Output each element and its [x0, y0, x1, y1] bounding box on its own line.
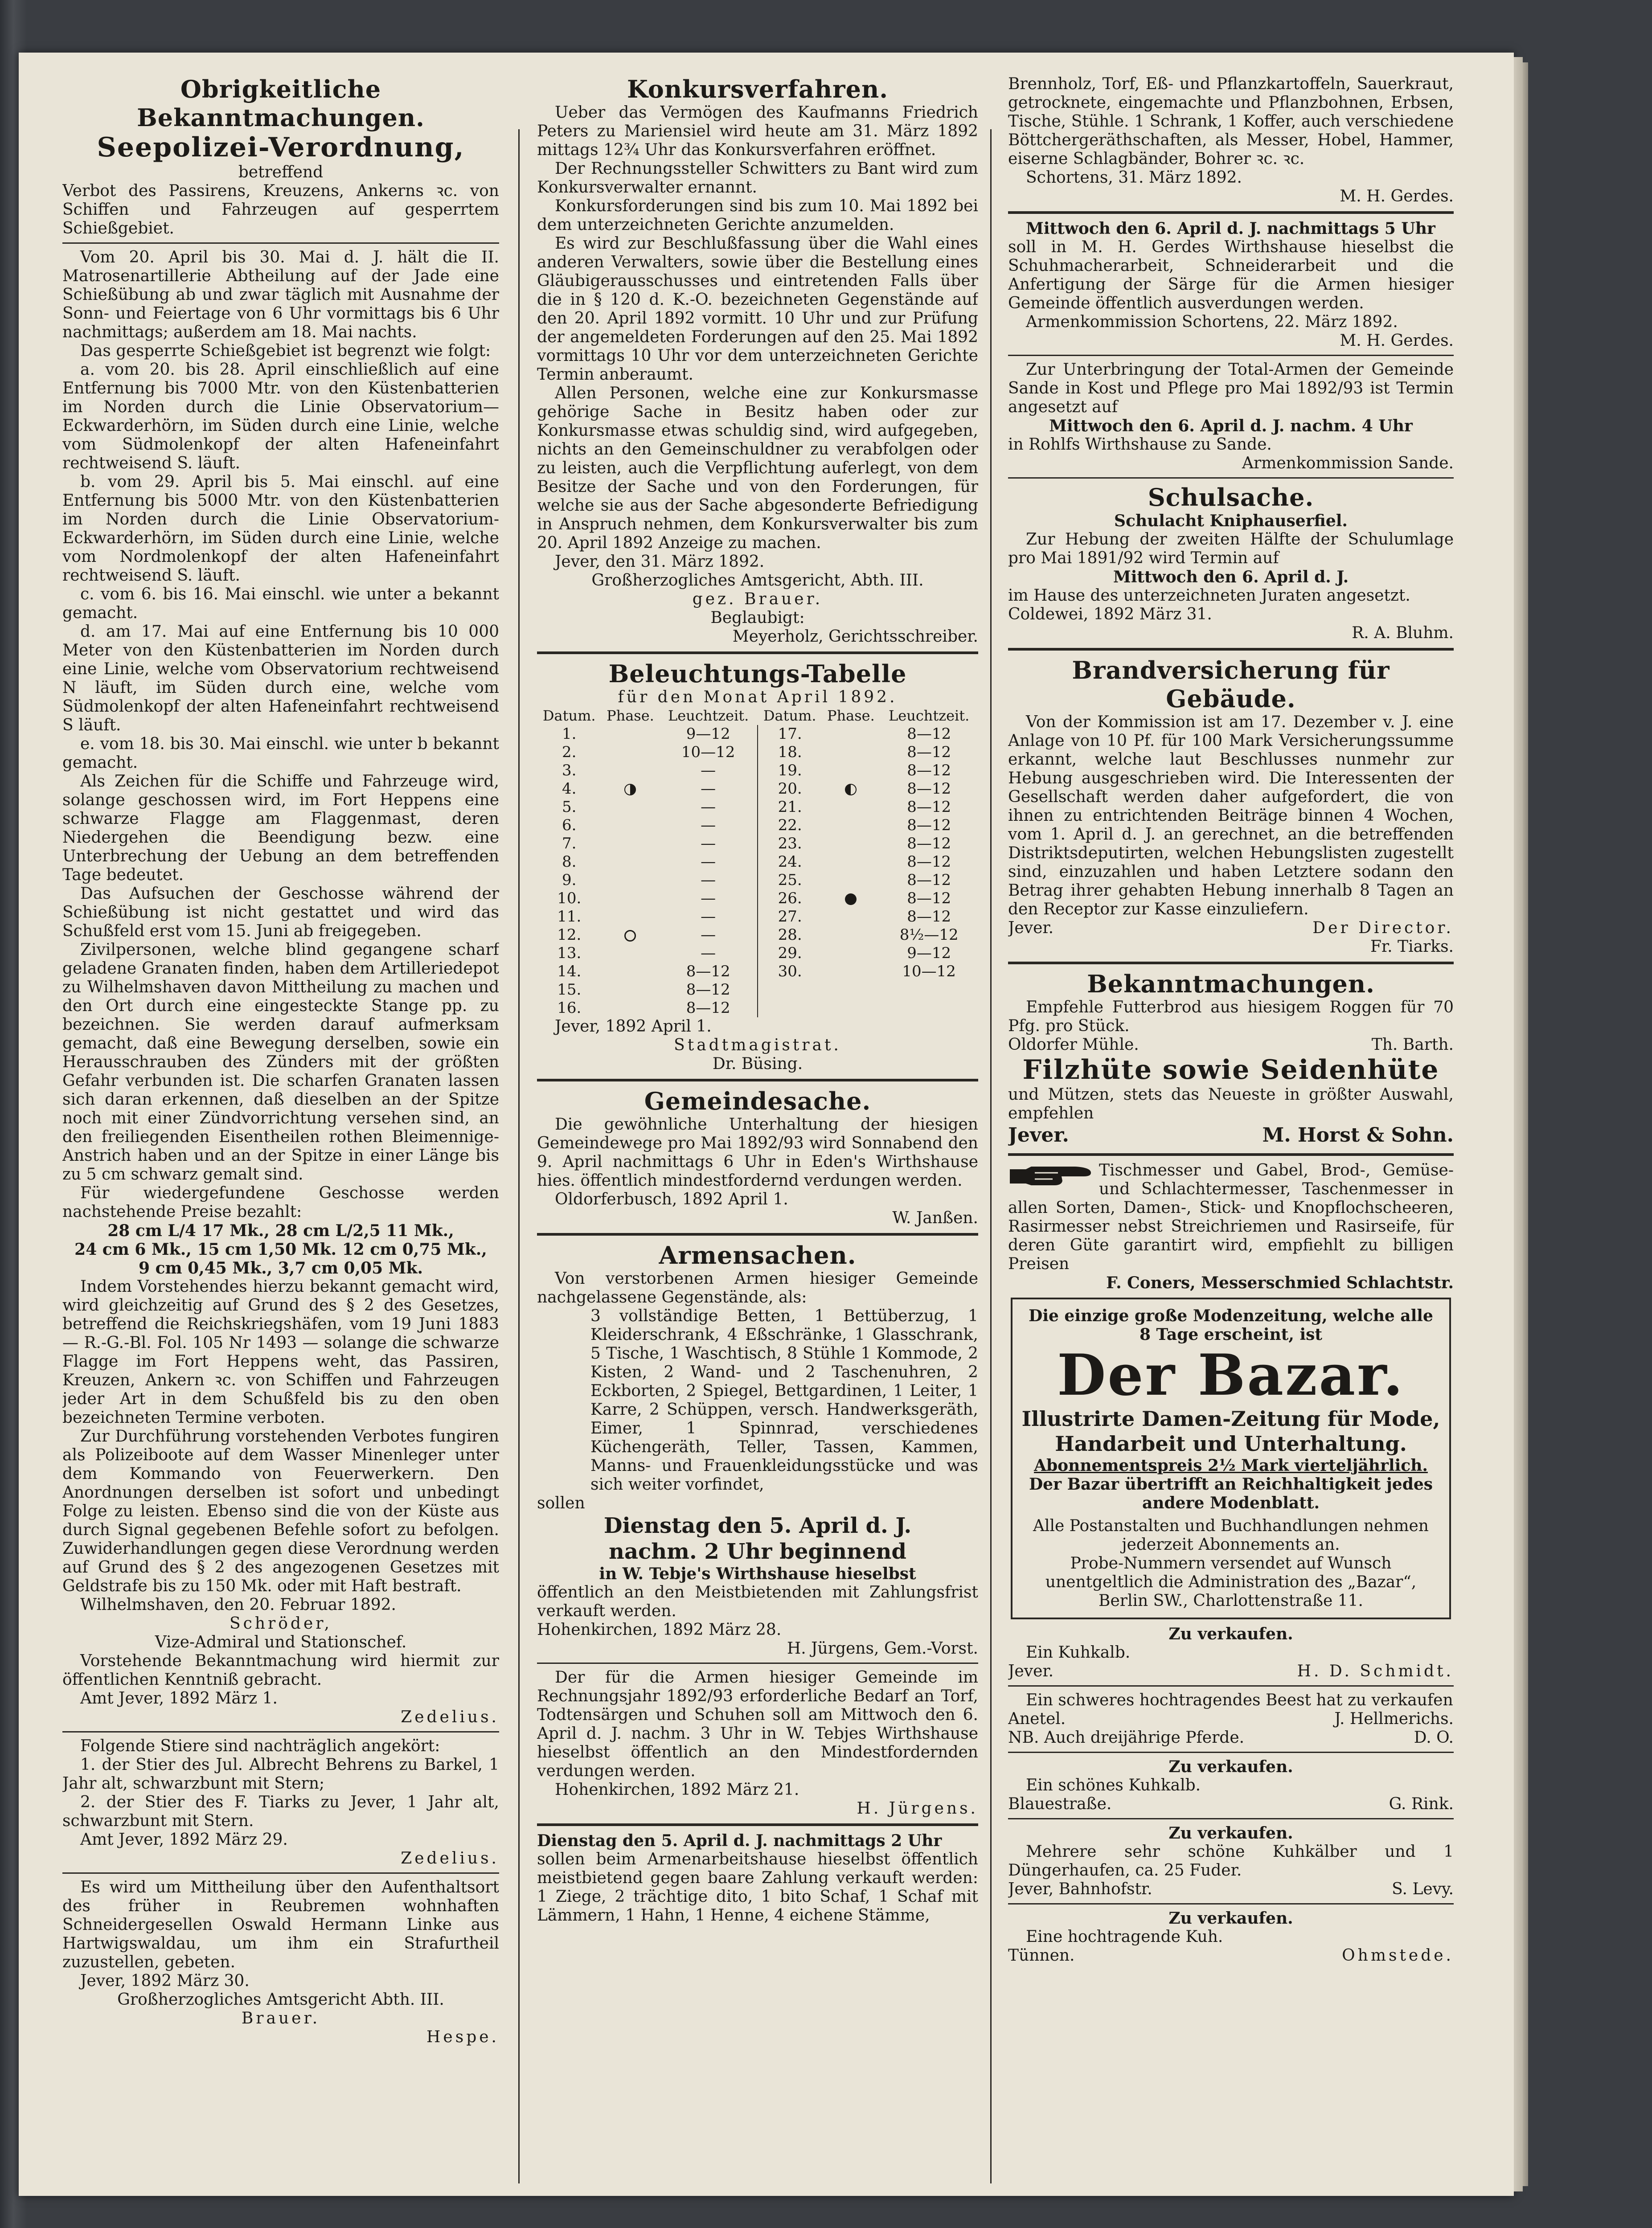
ad-probe: Probe-Nummern versendet auf Wunsch unentgeltlich die Administration des „Bazar“, Berlin SW., Charlottenstraße 11.	[1045, 1554, 1417, 1610]
table-row	[537, 725, 978, 743]
table-cell: 29.	[778, 944, 802, 962]
section-title: Schulsache.	[1148, 483, 1314, 512]
paragraph: Zur Hebung der zweiten Hälfte der Schulumlage pro Mai 1891/92 wird Termin auf	[1008, 530, 1454, 567]
moon-phase-cell	[822, 743, 880, 762]
bazar-ad	[1011, 1298, 1451, 1619]
paragraph: Ein Kuhkalb.	[1026, 1643, 1131, 1662]
table-cell: —	[659, 944, 758, 962]
moon-phase-cell	[822, 999, 880, 1017]
place-date: Wilhelmshaven, den 20. Februar 1892.	[80, 1596, 396, 1614]
paragraph: Das gesperrte Schießgebiet ist begrenzt wie folgt:	[80, 342, 491, 360]
moon-new-icon	[624, 930, 636, 942]
place: Oldorfer Mühle.	[1008, 1036, 1139, 1054]
table-cell: —	[659, 889, 758, 908]
signature: Zedelius.	[401, 1849, 499, 1868]
table-cell: 16.	[557, 999, 582, 1017]
table-cell: 8—12	[907, 780, 951, 798]
signature: M. H. Gerdes.	[1340, 187, 1454, 205]
emphasis-date: Mittwoch den 6. April d. J. nachmittags 5 Uhr	[1026, 219, 1435, 238]
table-row	[537, 835, 978, 853]
moon-phase-cell	[822, 962, 880, 981]
signature-line	[1008, 1795, 1454, 1814]
emphasis-date: Dienstag den 5. April d. J.	[603, 1513, 912, 1538]
table-cell: 6.	[562, 816, 577, 834]
table-row	[537, 962, 978, 981]
signature: W. Janßen.	[892, 1209, 978, 1227]
paragraph: im Hause des unterzeichneten Juraten angesetzt.	[1008, 586, 1410, 605]
paragraph: Das Aufsuchen der Geschosse während der Schießübung ist nicht gestattet und wird das Schußfeld erst vom 15. Juni ab freigegeben.	[62, 885, 499, 940]
ad-headline: Filzhüte sowie Seidenhüte	[1022, 1054, 1439, 1085]
moon-phase-cell	[601, 944, 659, 962]
table-cell: —	[659, 908, 758, 926]
moon-phase-cell	[822, 762, 880, 780]
price-line: 28 cm L/4 17 Mk., 28 cm L/2,5 11 Mk.,	[107, 1221, 454, 1240]
table-row	[537, 926, 978, 944]
moon-phase-cell	[822, 725, 880, 743]
place: Jever.	[1008, 1124, 1069, 1147]
table-cell: 9.	[562, 871, 577, 889]
table-cell: —	[659, 853, 758, 871]
table-row	[537, 999, 978, 1017]
paragraph: Mehrere sehr schöne Kuhkälber und 1 Düngerhaufen, ca. 25 Fuder.	[1008, 1843, 1454, 1880]
table-row	[537, 743, 978, 762]
signature-line	[1008, 1728, 1454, 1747]
column-header: Leuchtzeit.	[668, 707, 749, 724]
paragraph: sollen beim Armenarbeitshause hieselbst öffentlich meistbietend gegen baare Zahlung verkauft werden: 1 Ziege, 2 trächtige dito, 1 bito Schaf, 1 Schaf mit Lämmern, 1 Hahn, 1 Henne, 4 eichene Stämme,	[537, 1850, 978, 1925]
section-title: Zu verkaufen.	[1168, 1625, 1293, 1643]
signature: Fr. Tiarks.	[1370, 938, 1454, 956]
price-line: 9 cm 0,45 Mk., 3,7 cm 0,05 Mk.	[139, 1259, 423, 1278]
paragraph: Zur Unterbringung der Total-Armen der Gemeinde Sande in Kost und Pflege pro Mai 1892/93 ist Termin angesetzt auf	[1008, 360, 1454, 416]
table-cell: 8—12	[907, 743, 951, 761]
table-cell: 8—12	[907, 762, 951, 779]
place-date: Oldorferbusch, 1892 April 1.	[555, 1190, 788, 1208]
section-title: Brandversicherung für Gebäude.	[1072, 656, 1390, 713]
ad-info: Alle Postanstalten und Buchhandlungen nehmen jederzeit Abonnements an.	[1033, 1517, 1429, 1554]
column-rule	[990, 129, 992, 2183]
signature: Brauer.	[241, 2009, 320, 2027]
place-date: Armenkommission Schortens, 22. März 1892.	[1026, 313, 1398, 331]
table-cell: 10—12	[659, 743, 758, 762]
paragraph: Ein schweres hochtragendes Beest hat zu verkaufen	[1026, 1691, 1453, 1709]
moon-phase-cell	[601, 889, 659, 908]
list-item: 2. der Stier des F. Tiarks zu Jever, 1 Jahr alt, schwarzbunt mit Stern.	[62, 1793, 499, 1830]
table-row	[537, 853, 978, 871]
note: NB. Auch dreijährige Pferde.	[1008, 1728, 1245, 1747]
place-date: Jever, den 31. März 1892.	[555, 553, 765, 571]
table-cell: 8—12	[659, 962, 758, 981]
signature: Dr. Büsing.	[712, 1055, 803, 1073]
signature-line	[1008, 1880, 1454, 1899]
ordinance-sub: betreffend	[238, 163, 324, 181]
page-edge	[1514, 57, 1523, 2191]
signature: R. A. Bluhm.	[1352, 624, 1454, 642]
ad-claim: Der Bazar übertrifft an Reichhaltigkeit jedes andere Modenblatt.	[1029, 1475, 1433, 1512]
paragraph: Zivilpersonen, welche blind gegangene scharf geladene Granaten finden, haben dem Artilleriedepot zu Wilhelmshaven davon Mittheilung zu machen und den Ort durch eine eingesteckte Stange pp. zu bezeichnen. Sie werden darauf aufmerksam gemacht, daß eine Bewegung derselben, sowie ein Herausschrauben des Zünders mit der größten Gefahr verbunden ist. Die scharfen Granaten lassen sich daran erkennen, daß dieselben an der Spitze noch mit einer Zündvorrichtung versehen sind, an den freiliegenden Eisentheilen rothen Bleimennige-Anstrich haben und an der Spitze in einer Länge bis zu 5 cm schwarz gemalt sind.	[62, 941, 499, 1184]
signature: D. O.	[1414, 1728, 1454, 1747]
table-row	[537, 871, 978, 889]
signature: Armenkommission Sande.	[1242, 454, 1454, 472]
moon-phase-cell	[601, 871, 659, 889]
table-cell: 24.	[778, 853, 802, 871]
section-title: Zu verkaufen.	[1168, 1824, 1293, 1843]
table-cell: 25.	[778, 871, 802, 889]
paragraph: und Mützen, stets das Neueste in größter Auswahl, empfehlen	[1008, 1085, 1454, 1122]
place: Blauestraße.	[1008, 1795, 1112, 1813]
table-subtitle: für den Monat April 1892.	[618, 688, 898, 706]
table-cell: 21.	[778, 798, 802, 816]
paragraph: Der Rechnungssteller Schwitters zu Bant wird zum Konkursverwalter ernannt.	[537, 160, 978, 197]
moon-last-icon	[845, 784, 857, 795]
ad-subtitle: Illustrirte Damen-Zeitung für Mode, Handarbeit und Unterhaltung.	[1021, 1407, 1440, 1456]
table-cell: 8—12	[907, 871, 951, 889]
paragraph: Es wird um Mittheilung über den Aufenthaltsort des früher in Reubremen wohnhaften Schneidergesellen Oswald Hermann Linke aus Hartwigswaldau, um ihm ein Strafurtheil zuzustellen, gebeten.	[62, 1878, 499, 1971]
table-cell: —	[659, 926, 758, 944]
paragraph: b. vom 29. April bis 5. Mai einschl. auf eine Entfernung bis 5000 Mtr. von den Küstenbatterien im Norden durch die Linie Observatorium-Eckwarderhörn, im Süden durch eine Linie, welche vom Nordmolenkopf der alten Hafeneinfahrt rechtweisend S. läuft.	[62, 473, 499, 585]
table-row	[537, 908, 978, 926]
moon-phase-cell	[601, 762, 659, 780]
paragraph: a. vom 20. bis 28. April einschließlich auf eine Entfernung bis 7000 Mtr. von den Küstenbatterien im Norden durch die Linie Observatorium—Eckwarderhörn, im Süden durch eine Linie, welche vom Südmolenkopf der alten Hafeneinfahrt rechtweisend S. läuft.	[62, 360, 499, 472]
paragraph: Vom 20. April bis 30. Mai d. J. hält die II. Matrosenartillerie Abtheilung auf der Jade eine Schießübung ab und zwar täglich mit Ausnahme der Sonn- und Feiertage von 6 Uhr vormittags bis 6 Uhr nachmittags; außerdem am 18. Mai nachts.	[62, 248, 499, 341]
table-cell: 12.	[557, 926, 582, 944]
table-row	[537, 889, 978, 908]
table-cell: 9—12	[659, 725, 758, 743]
section-title: Konkursverfahren.	[627, 75, 889, 103]
moon-phase-cell	[601, 743, 659, 762]
section-title: Armensachen.	[659, 1241, 857, 1270]
table-cell: 3.	[562, 762, 577, 779]
table-cell: 8—12	[907, 908, 951, 926]
signature: Der Director.	[1312, 919, 1454, 937]
column-left	[62, 75, 499, 2178]
page-edge-shadow	[1523, 62, 1528, 2186]
paragraph: Ueber das Vermögen des Kaufmanns Friedrich Peters zu Mariensiel wird heute am 31. März 1892 mittags 12¾ Uhr das Konkursverfahren eröffnet.	[537, 103, 978, 159]
moon-phase-cell	[822, 853, 880, 871]
paragraph: Vorstehende Bekanntmachung wird hiermit zur öffentlichen Kenntniß gebracht.	[62, 1652, 499, 1689]
signature: Ohmstede.	[1342, 1946, 1454, 1965]
signature: Th. Barth.	[1371, 1036, 1454, 1054]
table-cell: 8—12	[659, 999, 758, 1017]
table-cell: —	[659, 835, 758, 853]
table-cell	[880, 981, 978, 999]
column-header: Datum.	[542, 707, 596, 724]
signature-line	[1008, 1710, 1454, 1728]
paragraph: c. vom 6. bis 16. Mai einschl. wie unter a bekannt gemacht.	[62, 585, 499, 622]
place: Tünnen.	[1008, 1946, 1075, 1965]
lighting-table	[537, 707, 978, 1017]
table-cell: 8½—12	[899, 926, 959, 944]
table-cell	[880, 999, 978, 1017]
paragraph: Als Zeichen für die Schiffe und Fahrzeuge wird, solange geschossen wird, im Fort Heppens eine schwarze Flagge am Flaggenmast, deren Niedergehen die Beendigung bezw. eine Unterbrechung der Uebung an dem betreffenden Tage bedeutet.	[62, 772, 499, 884]
emphasis-date: Dienstag den 5. April d. J. nachmittags 2 Uhr	[537, 1831, 942, 1850]
paragraph: Für wiedergefundene Geschosse werden nachstehende Preise bezahlt:	[62, 1184, 499, 1221]
paragraph: Brennholz, Torf, Eß- und Pflanzkartoffeln, Sauerkraut, getrocknete, eingemachte und Pflanzbohnen, Erbsen, Tische, Stühle. 1 Schrank, 1 Koffer, auch verschiedene Böttchergeräthschaften, als Messer, Hobel, Hammer, eiserne Schlagbänder, Bohrer ꝛc. ꝛc.	[1008, 75, 1454, 168]
place: Jever.	[1008, 919, 1054, 937]
moon-phase-cell	[822, 816, 880, 835]
ad-intro: Die einzige große Modenzeitung, welche alle 8 Tage erscheint, ist	[1029, 1306, 1433, 1344]
emphasis-date: Mittwoch den 6. April d. J.	[1113, 568, 1349, 586]
signature: H. Jürgens.	[857, 1799, 978, 1818]
paragraph: Eine hochtragende Kuh.	[1026, 1928, 1223, 1946]
table-cell: 30.	[778, 962, 802, 980]
table-cell	[758, 981, 822, 999]
section-title: Zu verkaufen.	[1168, 1757, 1293, 1776]
paragraph: Es wird zur Beschlußfassung über die Wahl eines anderen Verwalters, sowie über die Bestellung eines Gläubigerausschusses und eintretenden Falls über die in § 120 d. K.-O. bezeichneten Gegenstände auf den 20. April 1892 vormitt. 10 Uhr und zur Prüfung der angemeldeten Forderungen auf den 25. Mai 1892 vormittags 10 Uhr vor dem unterzeichneten Gerichte Termin anberaumt.	[537, 234, 978, 384]
table-cell: 8—12	[907, 853, 951, 871]
column-right	[1008, 75, 1454, 2178]
moon-phase-cell	[601, 725, 659, 743]
table-cell: 26.	[778, 889, 802, 907]
paragraph: Zur Durchführung vorstehenden Verbotes fungiren als Polizeiboote auf dem Wasser Minenleger unter dem Kommando von Feuerwerkern. Den Anordnungen derselben ist sofort und unbedingt Folge zu leisten. Ebenso sind die von der Küste aus durch Signal gegebenen Befehle sofort zu befolgen. Zuwiderhandlungen gegen diese Verordnung werden auf Grund des § 2 des angezogenen Gesetzes mit Geldstrafe bis zu 150 Mk. oder mit Haft bestraft.	[62, 1427, 499, 1595]
signature: F. Coners, Messerschmied Schlachtstr.	[1106, 1274, 1454, 1292]
signature: H. D. Schmidt.	[1297, 1662, 1454, 1680]
signature-title: Vize-Admiral und Stationschef.	[155, 1633, 407, 1651]
table-cell: 10.	[557, 889, 582, 907]
table-cell: 4.	[562, 780, 577, 798]
ordinance-heading: Seepolizei-Verordnung,	[97, 132, 465, 163]
court-name: Großherzogliches Amtsgericht Abth. III.	[117, 1990, 444, 2009]
table-row	[537, 762, 978, 780]
table-cell: 8—12	[907, 798, 951, 816]
paragraph: Tischmesser und Gabel, Brod-, Gemüse- und Schlachtermesser, Taschenmesser in allen Sorten, Damen-, Stick- und Knopflochscheeren, Rasirmesser nebst Streichriemen und Rasirseife, für deren Güte garantirt wird, empfiehlt zu billigen Preisen	[1008, 1161, 1454, 1273]
emphasis-time: nachm. 2 Uhr beginnend	[609, 1539, 906, 1564]
table-cell: 2.	[562, 743, 577, 761]
signature-line	[1008, 1123, 1454, 1148]
table-cell: 8—12	[659, 981, 758, 999]
section-subtitle: Schulacht Kniphauserfiel.	[1114, 512, 1348, 530]
paragraph: Allen Personen, welche eine zur Konkursmasse gehörige Sache in Besitz haben oder zur Konkursmasse etwas schuldig sind, wird aufgegeben, nichts an den Gemeinschuldner zu verabfolgen oder zu leisten, auch die Verpflichtung auferlegt, von dem Besitze der Sache und von den Forderungen, für welche sie aus der Sache abgesonderte Befriedigung in Anspruch nehmen, dem Konkursverwalter bis zum 20. April 1892 Anzeige zu machen.	[537, 384, 978, 552]
signature: gez. Brauer.	[692, 590, 823, 608]
paragraph: sollen	[537, 1494, 585, 1512]
table-cell: 7.	[562, 835, 577, 852]
ad-brand: Der Bazar.	[1057, 1342, 1405, 1408]
column-header: Leuchtzeit.	[889, 707, 970, 724]
place-date: Hohenkirchen, 1892 März 21.	[555, 1781, 799, 1799]
table-row	[537, 944, 978, 962]
table-cell: 23.	[778, 835, 802, 852]
table-cell: —	[659, 871, 758, 889]
moon-phase-cell	[601, 981, 659, 999]
moon-phase-cell	[822, 889, 880, 908]
table-title: Beleuchtungs-Tabelle	[608, 659, 907, 688]
table-cell: 27.	[778, 908, 802, 926]
paragraph: in Rohlfs Wirthshause zu Sande.	[1008, 435, 1272, 454]
moon-first-icon	[624, 784, 636, 795]
signature: Schröder,	[230, 1614, 332, 1633]
list-item: 1. der Stier des Jul. Albrecht Behrens zu Barkel, 1 Jahr alt, schwarzbunt mit Stern;	[62, 1756, 499, 1793]
place: Jever.	[1008, 1662, 1054, 1680]
moon-phase-cell	[601, 962, 659, 981]
paragraph: Konkursforderungen sind bis zum 10. Mai 1892 bei dem unterzeichneten Gerichte anzumelden.	[537, 197, 978, 234]
column-header: Datum.	[763, 707, 816, 724]
moon-phase-cell	[601, 999, 659, 1017]
table-cell: 22.	[778, 816, 802, 834]
moon-phase-cell	[822, 780, 880, 798]
table-cell: 10—12	[902, 962, 956, 980]
table-cell: 9—12	[907, 944, 951, 962]
paragraph: Von der Kommission ist am 17. Dezember v. J. eine Anlage von 10 Pf. für 100 Mark Versicherungssumme erkannt, welche laut Beschlusses nunmehr zur Hebung ausgeschrieben wird. Die Interessenten der Gesellschaft werden daher aufgefordert, die von ihnen zu entrichtenden Beiträge binnen 4 Wochen, vom 1. April d. J. an gerechnet, an die betreffenden Distriktsdeputirten, welchen Hebungslisten zugestellt sind, einzuzahlen und haben Letztere sodann den Betrag ihrer gehabten Hebung innerhalb 8 Tagen an den Receptor zur Kasse einzuliefern.	[1008, 713, 1454, 918]
paragraph: d. am 17. Mai auf eine Entfernung bis 10 000 Meter von den Küstenbatterien im Norden durch eine Linie, welche vom Observatorium rechtweisend N läuft, im Süden durch eine, welche vom Südmolenkopf der alten Hafeneinfahrt rechtweisend S läuft.	[62, 623, 499, 734]
column-rule	[518, 129, 520, 2183]
table-cell: 28.	[778, 926, 802, 944]
table-cell	[758, 999, 822, 1017]
signature: M. Horst & Sohn.	[1262, 1124, 1454, 1147]
table-row	[537, 981, 978, 999]
paragraph: Die gewöhnliche Unterhaltung der hiesigen Gemeindewege pro Mai 1892/93 wird Sonnabend den 9. April nachmittags 6 Uhr in Eden's Wirthshause hies. öffentlich mindestfordernd verdungen werden.	[537, 1115, 978, 1190]
moon-phase-cell	[822, 981, 880, 999]
moon-phase-cell	[601, 926, 659, 944]
table-cell: —	[659, 798, 758, 816]
signature: Stadtmagistrat.	[674, 1036, 841, 1054]
table-cell: —	[659, 816, 758, 835]
paragraph: e. vom 18. bis 30. Mai einschl. wie unter b bekannt gemacht.	[62, 735, 499, 772]
table-row	[537, 798, 978, 816]
signature-line	[1008, 1662, 1454, 1681]
moon-phase-cell	[822, 926, 880, 944]
place-date: Coldewei, 1892 März 31.	[1008, 605, 1212, 623]
signature-line	[1008, 1036, 1454, 1054]
paragraph: öffentlich an den Meistbietenden mit Zahlungsfrist verkauft werden.	[537, 1583, 978, 1620]
section-title: Gemeindesache.	[644, 1087, 871, 1115]
table-cell: 8—12	[907, 835, 951, 852]
moon-phase-cell	[601, 780, 659, 798]
table-row	[537, 816, 978, 835]
moon-full-icon	[845, 893, 857, 905]
ad-price: Abonnementspreis 2½ Mark vierteljährlich.	[1034, 1456, 1428, 1475]
table-cell: 20.	[778, 780, 802, 798]
column-middle	[537, 75, 978, 2178]
table-cell: 5.	[562, 798, 577, 816]
table-cell: —	[659, 780, 758, 798]
table-cell: 8—12	[907, 889, 951, 907]
signature: Hespe.	[426, 2028, 499, 2046]
paragraph: Von verstorbenen Armen hiesiger Gemeinde nachgelassene Gegenstände, als:	[537, 1270, 978, 1306]
moon-phase-cell	[601, 908, 659, 926]
table-cell: 8.	[562, 853, 577, 871]
place-date: Hohenkirchen, 1892 März 28.	[537, 1621, 782, 1639]
moon-phase-cell	[601, 816, 659, 835]
emphasis-date: Mittwoch den 6. April d. J. nachm. 4 Uhr	[1049, 417, 1413, 435]
moon-phase-cell	[822, 944, 880, 962]
paragraph: Folgende Stiere sind nachträglich angekört:	[80, 1737, 440, 1755]
section-title: Bekanntmachungen.	[1087, 970, 1375, 998]
ordinance-subject: Verbot des Passirens, Kreuzens, Ankerns ꝛc. von Schiffen und Fahrzeugen auf gesperrtem Schießgebiet.	[62, 182, 499, 238]
table-cell: 18.	[778, 743, 802, 761]
place-date: Jever, 1892 April 1.	[555, 1017, 712, 1036]
section-title: Zu verkaufen.	[1168, 1909, 1293, 1928]
table-cell: 8—12	[907, 816, 951, 834]
place-date: Amt Jever, 1892 März 1.	[80, 1689, 278, 1708]
paragraph: soll in M. H. Gerdes Wirthshause hieselbst die Schuhmacherarbeit, Schneiderarbeit und die Anfertigung der Särge für die Armen hiesiger Gemeinde öffentlich ausverdungen werden.	[1008, 238, 1454, 312]
signature: Meyerholz, Gerichtsschreiber.	[732, 627, 978, 646]
paragraph: Empfehle Futterbrod aus hiesigem Roggen für 70 Pfg. pro Stück.	[1008, 998, 1454, 1035]
place-date: Schortens, 31. März 1892.	[1026, 168, 1242, 187]
table-cell: 8—12	[907, 725, 951, 743]
place-date: Amt Jever, 1892 März 29.	[80, 1831, 288, 1849]
table-cell: 17.	[778, 725, 802, 743]
table-cell: 14.	[557, 962, 582, 980]
price-line: 24 cm 6 Mk., 15 cm 1,50 Mk. 12 cm 0,75 Mk.,	[74, 1240, 487, 1259]
place: Anetel.	[1008, 1710, 1066, 1728]
place-date: Jever, 1892 März 30.	[80, 1972, 250, 1990]
item-list: 3 vollständige Betten, 1 Bettüberzug, 1 Kleiderschrank, 4 Eßschränke, 1 Glasschrank, 5 Tische, 1 Waschtisch, 8 Stühle 1 Kommode, 2 Kisten, 2 Wand- und 2 Taschenuhren, 2 Eckborten, 2 Spiegel, Bettgardinen, 1 Leiter, 1 Karre, 2 Schüppen, versch. Handwerksgeräth, Eimer, 1 Spinnrad, verschiedenes Küchengeräth, Teller, Tassen, Kammen, Manns- und Frauenkleidungsstücke und was sich weiter vorfindet,	[590, 1307, 978, 1494]
moon-phase-cell	[822, 798, 880, 816]
table-row	[537, 780, 978, 798]
signature: M. H. Gerdes.	[1340, 332, 1454, 350]
certification: Beglaubigt:	[710, 609, 805, 627]
pointing-hand-icon	[1008, 1163, 1093, 1188]
signature-line	[1008, 1946, 1454, 1965]
moon-phase-cell	[601, 798, 659, 816]
moon-phase-cell	[601, 853, 659, 871]
place: Jever, Bahnhofstr.	[1008, 1880, 1152, 1898]
column-header: Phase.	[607, 707, 654, 724]
knife-ad	[1008, 1161, 1454, 1292]
paragraph: Ein schönes Kuhkalb.	[1026, 1776, 1201, 1794]
table-cell: 11.	[557, 908, 582, 926]
court-name: Großherzogliches Amtsgericht, Abth. III.	[591, 571, 924, 590]
table-cell: 1.	[562, 725, 577, 743]
emphasis-place: in W. Tebje's Wirthshause hieselbst	[599, 1565, 916, 1583]
signature-line	[1008, 919, 1454, 938]
signature: H. Jürgens, Gem.-Vorst.	[787, 1639, 978, 1658]
table-cell: 13.	[557, 944, 582, 962]
paragraph: Der für die Armen hiesiger Gemeinde im Rechnungsjahr 1892/93 erforderliche Bedarf an Torf, Todtensärgen und Schuhen soll am Mittwoch den 6. April d. J. nachm. 3 Uhr in W. Tebjes Wirthshause hieselbst öffentlich an den Mindestfordernden verdungen werden.	[537, 1668, 978, 1780]
table-cell: 19.	[778, 762, 802, 779]
moon-phase-cell	[822, 871, 880, 889]
signature: J. Hellmerichs.	[1334, 1710, 1454, 1728]
moon-phase-cell	[822, 908, 880, 926]
moon-phase-cell	[822, 835, 880, 853]
signature: G. Rink.	[1389, 1795, 1454, 1813]
signature: S. Levy.	[1392, 1880, 1454, 1898]
signature: Zedelius.	[401, 1708, 499, 1726]
paragraph: Indem Vorstehendes hierzu bekannt gemacht wird, wird gleichzeitig auf Grund des § 2 des Gesetzes, betreffend die Reichskriegshäfen, vom 19 Juni 1883 — R.-G.-Bl. Fol. 105 Nr 1493 — solange die schwarze Flagge im Fort Heppens weht, das Passiren, Kreuzen, Ankern ꝛc. von Schiffen und Fahrzeugen jeder Art in dem Schußfeld bis zu den oben bezeichneten Termine verboten.	[62, 1278, 499, 1427]
column-header: Phase.	[827, 707, 875, 724]
section-title: Obrigkeitliche Bekanntmachungen.	[137, 75, 425, 132]
table-cell: —	[659, 762, 758, 780]
moon-phase-cell	[601, 835, 659, 853]
table-cell: 15.	[557, 981, 582, 999]
